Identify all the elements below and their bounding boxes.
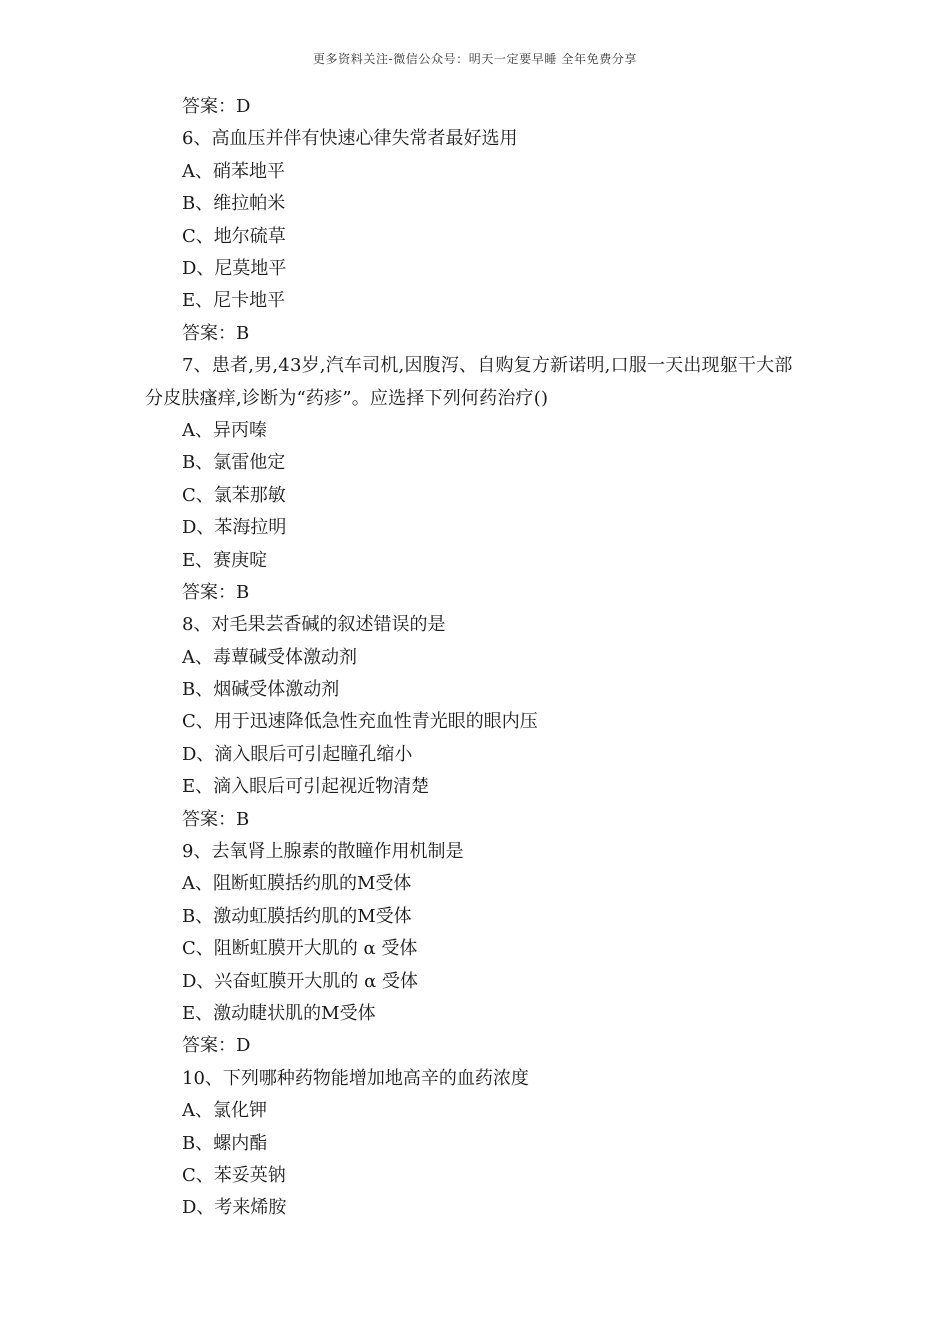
option-line: A、异丙嗪 xyxy=(182,419,267,441)
option-line: A、毒蕈碱受体激动剂 xyxy=(182,646,357,668)
option-line: B、螺内酯 xyxy=(182,1132,268,1154)
option-line: C、氯苯那敏 xyxy=(182,484,286,506)
option-line: B、激动虹膜括约肌的M受体 xyxy=(182,905,412,927)
option-line: D、滴入眼后可引起瞳孔缩小 xyxy=(182,743,413,765)
option-line: C、地尔硫草 xyxy=(182,225,286,247)
option-line: D、兴奋虹膜开大肌的 α 受体 xyxy=(182,970,419,992)
answer-line: 答案：D xyxy=(182,1035,251,1057)
option-line: E、激动睫状肌的M受体 xyxy=(182,1002,376,1024)
answer-line: 答案：B xyxy=(182,322,250,344)
option-line: A、氯化钾 xyxy=(182,1100,267,1122)
question-7-text: 7、患者,男,43岁,汽车司机,因腹泻、自购复方新诺明,口服一天出现躯干大部分皮肤瘙痒,诊断为“药疹”。应选择下列何药治疗() xyxy=(145,355,793,409)
option-line: E、赛庚啶 xyxy=(182,549,268,571)
option-line: D、考来烯胺 xyxy=(182,1197,287,1219)
option-line: E、尼卡地平 xyxy=(182,290,286,312)
option-line: A、硝苯地平 xyxy=(182,160,285,182)
option-line: C、苯妥英钠 xyxy=(182,1164,286,1186)
document-body xyxy=(145,91,805,1225)
question-line: 9、去氧肾上腺素的散瞳作用机制是 xyxy=(182,841,464,863)
option-line: C、阻断虹膜开大肌的 α 受体 xyxy=(182,938,418,960)
option-line: B、维拉帕米 xyxy=(182,193,286,215)
option-line: B、氯雷他定 xyxy=(182,452,286,474)
option-line: A、阻断虹膜括约肌的M受体 xyxy=(182,873,412,895)
option-line: B、烟碱受体激动剂 xyxy=(182,679,340,701)
question-line: 10、下列哪种药物能增加地高辛的血药浓度 xyxy=(182,1067,529,1089)
page-header: 更多资料关注-微信公众号：明天一定要早睡 全年免费分享 xyxy=(312,52,638,66)
option-line: D、尼莫地平 xyxy=(182,257,287,279)
option-line: D、苯海拉明 xyxy=(182,517,287,539)
question-line: 6、高血压并伴有快速心律失常者最好选用 xyxy=(182,128,518,150)
answer-line: 答案：B xyxy=(182,581,250,603)
option-line: E、滴入眼后可引起视近物清楚 xyxy=(182,776,430,798)
option-line: C、用于迅速降低急性充血性青光眼的眼内压 xyxy=(182,711,538,733)
question-line: 8、对毛果芸香碱的叙述错误的是 xyxy=(182,614,446,636)
text-line: 答案：D xyxy=(182,96,251,117)
answer-line: 答案：B xyxy=(182,808,250,830)
